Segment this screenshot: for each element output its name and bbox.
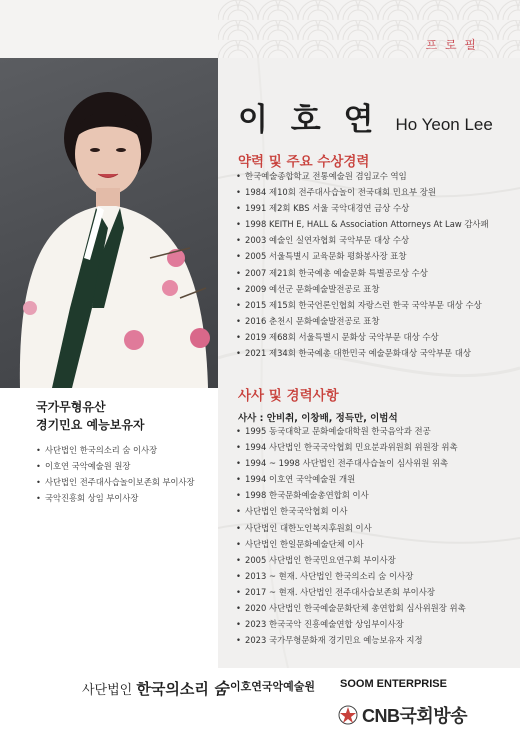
career-item: [236, 584, 466, 600]
award-item-text: 2015 제15회 한국언론인협회 자랑스런 한국 국악부문 대상 수상: [245, 299, 482, 310]
bullet-icon: •: [236, 315, 241, 326]
heritage-item: [36, 442, 195, 458]
heritage-item: [36, 474, 195, 490]
career-item-text: 2017 ~ 현재. 사단법인 전주대사습보존회 부이사장: [245, 586, 435, 597]
enterprise-name: SOOM ENTERPRISE: [340, 678, 447, 690]
award-item: [236, 281, 489, 297]
career-item-text: 2005 사단법인 한국민요연구회 부이사장: [245, 554, 396, 565]
career-item: [236, 471, 466, 487]
bullet-icon: •: [236, 348, 241, 359]
award-item-text: 1991 제2회 KBS 서울 국악대경연 금상 수상: [245, 203, 410, 214]
bullet-icon: •: [236, 267, 241, 278]
heritage-item-text: 사단법인 전주대사습놀이보존회 부이사장: [45, 477, 195, 487]
career-item: [236, 503, 466, 519]
bullet-icon: •: [236, 442, 241, 453]
portrait-photo: [0, 58, 218, 388]
career-list: [236, 423, 466, 648]
career-item: [236, 520, 466, 536]
bullet-icon: •: [236, 570, 241, 581]
logo-prefix: 사단법인: [82, 683, 133, 698]
award-item-text: 2009 예선군 문화예술발전공로 표창: [245, 283, 380, 294]
award-item-text: 2021 제34회 한국예총 대한민국 예술문화대상 국악부문 대상: [245, 348, 471, 359]
cnb-icon: [338, 705, 358, 725]
award-item-text: 2019 제68회 서울특별시 문화상 국악부문 대상 수상: [245, 331, 439, 342]
portrait-illustration: [0, 58, 218, 388]
bullet-icon: •: [236, 458, 241, 469]
career-item: [236, 552, 466, 568]
name-english: Ho Yeon Lee: [395, 115, 493, 134]
broadcaster-name: CNB국회방송: [362, 706, 468, 726]
logo-name: 한국의소리: [136, 680, 209, 698]
award-item-text: 1984 제10회 전주대사습놀이 전국대회 민요부 장원: [245, 187, 436, 198]
awards-title: 약력 및 주요 수상경력: [238, 154, 370, 170]
award-item: [236, 313, 489, 329]
heritage-item-text: 국악진흥회 상임 부이사장: [45, 493, 139, 503]
heritage-item: [36, 458, 195, 474]
bullet-icon: •: [236, 235, 241, 246]
bullet-icon: •: [236, 522, 241, 533]
career-item: [236, 568, 466, 584]
bullet-icon: •: [236, 619, 241, 630]
bullet-icon: •: [236, 474, 241, 485]
bullet-icon: •: [36, 493, 41, 503]
award-item: [236, 345, 489, 361]
bullet-icon: •: [236, 554, 241, 565]
award-item: [236, 248, 489, 264]
career-item-text: 2020 사단법인 한국예술문화단체 총연합회 심사위원장 위촉: [245, 603, 466, 614]
award-item: [236, 297, 489, 313]
bullet-icon: •: [236, 635, 241, 646]
award-item-text: 1998 KEITH E, HALL & Association Attorneys At Law 감사패: [245, 219, 489, 230]
heritage-title-2: 경기민요 예능보유자: [36, 418, 145, 432]
career-item: [236, 455, 466, 471]
award-item: [236, 329, 489, 345]
career-item-text: 1994 ~ 1998 사단법인 전주대사습놀이 심사위원 위촉: [245, 458, 449, 469]
career-item-text: 2013 ~ 현재. 사단법인 한국의소리 숨 이사장: [245, 570, 414, 581]
name-heading: [238, 94, 493, 139]
heritage-title-1: 국가무형유산: [36, 400, 106, 414]
heritage-block: [36, 398, 195, 506]
award-item-text: 2016 춘천시 문화예술발전공로 표창: [245, 315, 380, 326]
career-title: 사사 및 경력사항: [238, 388, 339, 404]
award-item: [236, 168, 489, 184]
bullet-icon: •: [236, 603, 241, 614]
bullet-icon: •: [236, 538, 241, 549]
heritage-item: [36, 490, 195, 506]
bullet-icon: •: [236, 283, 241, 294]
profile-tag: 프 로 필: [425, 38, 478, 52]
heritage-item-text: 사단법인 한국의소리 숨 이사장: [45, 445, 158, 455]
award-item: [236, 200, 489, 216]
bullet-icon: •: [236, 490, 241, 501]
career-item-text: 1995 동국대학교 문화예술대학원 한국음악과 전공: [245, 426, 431, 436]
bullet-icon: •: [36, 461, 41, 471]
bullet-icon: •: [236, 586, 241, 597]
award-item: [236, 232, 489, 248]
career-item: [236, 632, 466, 648]
heritage-item-text: 이호연 국악예술원 원장: [45, 461, 131, 471]
bullet-icon: •: [236, 426, 241, 436]
career-item-text: 2023 국가무형문화재 경기민요 예능보유자 지정: [245, 635, 423, 646]
bullet-icon: •: [236, 251, 241, 262]
bullet-icon: •: [236, 506, 241, 517]
broadcaster-logo: [338, 702, 467, 728]
career-item: [236, 423, 466, 439]
bullet-icon: •: [236, 299, 241, 310]
bullet-icon: •: [36, 477, 41, 487]
academy-name: 이호연국악예술원: [230, 680, 316, 693]
bullet-icon: •: [236, 203, 241, 214]
header-band: [0, 0, 520, 58]
career-item: [236, 439, 466, 455]
career-item-text: 사단법인 한일문화예술단체 이사: [245, 538, 364, 549]
career-item-text: 2023 한국국악 진흥예술연합 상임부이사장: [245, 619, 404, 630]
career-item: [236, 616, 466, 632]
career-item: [236, 536, 466, 552]
award-item: [236, 184, 489, 200]
career-item-text: 사단법인 대한노인복지후원회 이사: [245, 522, 372, 533]
bullet-icon: •: [236, 331, 241, 342]
award-item: [236, 265, 489, 281]
bullet-icon: •: [236, 219, 241, 230]
career-item-text: 1994 사단법인 한국국악협회 민요분과위원회 위원장 위촉: [245, 442, 458, 453]
award-item-text: 2003 예술인 실연자협회 국악부문 대상 수상: [245, 235, 410, 246]
bullet-icon: •: [236, 187, 241, 198]
award-item-text: 2005 서울특별시 교육문화 평화봉사장 표창: [245, 251, 407, 262]
heritage-list: [36, 442, 195, 506]
award-item: [236, 216, 489, 232]
bullet-icon: •: [36, 445, 41, 455]
award-item-text: 한국예술종합학교 전통예술원 겸임교수 역임: [245, 171, 407, 181]
name-korean: 이 호 연: [238, 102, 380, 138]
career-item-text: 1994 이호연 국악예술원 개원: [245, 474, 356, 485]
teachers-line: 사사 : 안비취, 이창배, 정득만, 이범석: [238, 413, 398, 424]
bullet-icon: •: [236, 171, 241, 181]
awards-list: [236, 168, 489, 361]
career-item-text: 1998 한국문화예술총연합회 이사: [245, 490, 369, 501]
award-item-text: 2007 제21회 한국예총 예술문화 특별공로상 수상: [245, 267, 428, 278]
logo-mark: 숨: [212, 679, 229, 698]
career-item: [236, 600, 466, 616]
soom-logo: [82, 676, 228, 699]
career-item: [236, 487, 466, 503]
career-item-text: 사단법인 한국국악협회 이사: [245, 506, 348, 517]
